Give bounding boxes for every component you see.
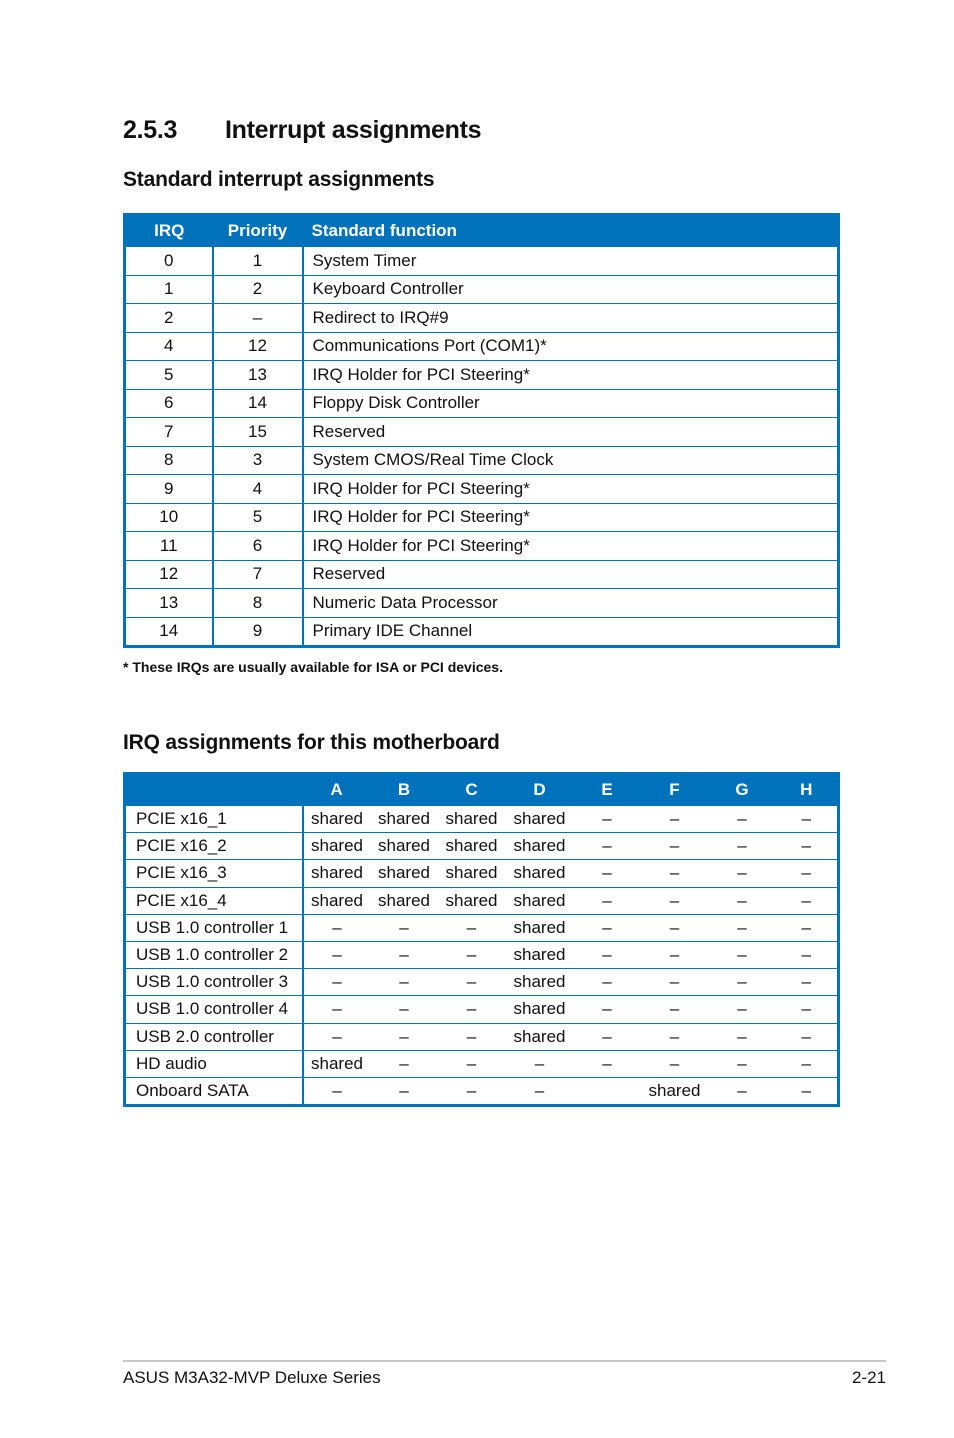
irq-a-cell: shared bbox=[303, 887, 371, 914]
irq-c-cell: – bbox=[438, 1077, 506, 1105]
irq-b-cell: – bbox=[371, 1077, 438, 1105]
irq-d-cell: shared bbox=[506, 996, 574, 1023]
table-row bbox=[125, 887, 839, 914]
irq-b-cell: – bbox=[371, 914, 438, 941]
header-h: H bbox=[776, 774, 839, 806]
irq-e-cell: – bbox=[574, 887, 641, 914]
irq-c-cell: – bbox=[438, 941, 506, 968]
irq-a-cell: – bbox=[303, 941, 371, 968]
irq-b-cell: shared bbox=[371, 806, 438, 833]
device-cell: USB 1.0 controller 3 bbox=[125, 969, 303, 996]
header-f: F bbox=[641, 774, 709, 806]
irq-cell: 1 bbox=[125, 275, 213, 304]
irq-cell: 2 bbox=[125, 304, 213, 333]
irq-f-cell: – bbox=[641, 887, 709, 914]
irq-b-cell: – bbox=[371, 1050, 438, 1077]
table-row bbox=[125, 996, 839, 1023]
section-title bbox=[123, 116, 481, 145]
priority-cell: – bbox=[213, 304, 303, 333]
function-cell: IRQ Holder for PCI Steering* bbox=[303, 532, 839, 561]
function-cell: IRQ Holder for PCI Steering* bbox=[303, 361, 839, 390]
irq-c-cell: – bbox=[438, 996, 506, 1023]
footnote: * These IRQs are usually available for ISA or PCI devices. bbox=[123, 659, 503, 675]
irq-h-cell: – bbox=[776, 1077, 839, 1105]
irq-cell: 7 bbox=[125, 418, 213, 447]
irq-b-cell: – bbox=[371, 941, 438, 968]
irq-cell: 8 bbox=[125, 446, 213, 475]
device-cell: PCIE x16_2 bbox=[125, 833, 303, 860]
irq-cell: 12 bbox=[125, 560, 213, 589]
device-cell: USB 1.0 controller 1 bbox=[125, 914, 303, 941]
table-row bbox=[125, 332, 839, 361]
irq-b-cell: – bbox=[371, 969, 438, 996]
function-cell: Keyboard Controller bbox=[303, 275, 839, 304]
table-row bbox=[125, 617, 839, 647]
irq-c-cell: shared bbox=[438, 806, 506, 833]
irq-e-cell: – bbox=[574, 833, 641, 860]
irq-cell: 4 bbox=[125, 332, 213, 361]
table-row bbox=[125, 941, 839, 968]
table-row bbox=[125, 806, 839, 833]
irq-cell: 13 bbox=[125, 589, 213, 618]
irq-b-cell: shared bbox=[371, 887, 438, 914]
irq-f-cell: – bbox=[641, 941, 709, 968]
irq-c-cell: – bbox=[438, 969, 506, 996]
priority-cell: 9 bbox=[213, 617, 303, 647]
table-row bbox=[125, 418, 839, 447]
irq-e-cell: – bbox=[574, 1023, 641, 1050]
priority-cell: 2 bbox=[213, 275, 303, 304]
standard-heading: Standard interrupt assignments bbox=[123, 168, 435, 191]
priority-cell: 12 bbox=[213, 332, 303, 361]
function-cell: System CMOS/Real Time Clock bbox=[303, 446, 839, 475]
section-number: 2.5.3 bbox=[123, 116, 178, 144]
priority-cell: 3 bbox=[213, 446, 303, 475]
irq-h-cell: – bbox=[776, 833, 839, 860]
irq-c-cell: shared bbox=[438, 833, 506, 860]
table-row bbox=[125, 275, 839, 304]
function-cell: Reserved bbox=[303, 418, 839, 447]
header-b: B bbox=[371, 774, 438, 806]
function-cell: Floppy Disk Controller bbox=[303, 389, 839, 418]
table-row bbox=[125, 446, 839, 475]
priority-cell: 7 bbox=[213, 560, 303, 589]
table-row bbox=[125, 560, 839, 589]
irq-f-cell: – bbox=[641, 833, 709, 860]
device-cell: HD audio bbox=[125, 1050, 303, 1077]
irq-f-cell: – bbox=[641, 860, 709, 887]
priority-cell: 8 bbox=[213, 589, 303, 618]
function-cell: System Timer bbox=[303, 247, 839, 276]
irq-d-cell: shared bbox=[506, 860, 574, 887]
function-cell: Redirect to IRQ#9 bbox=[303, 304, 839, 333]
irq-g-cell: – bbox=[709, 914, 776, 941]
irq-a-cell: shared bbox=[303, 860, 371, 887]
irq-d-cell: – bbox=[506, 1077, 574, 1105]
irq-c-cell: – bbox=[438, 1023, 506, 1050]
function-cell: IRQ Holder for PCI Steering* bbox=[303, 503, 839, 532]
irq-g-cell: – bbox=[709, 833, 776, 860]
function-cell: Reserved bbox=[303, 560, 839, 589]
table-row bbox=[125, 389, 839, 418]
irq-a-cell: – bbox=[303, 1023, 371, 1050]
irq-d-cell: shared bbox=[506, 806, 574, 833]
table-row bbox=[125, 1077, 839, 1105]
header-device bbox=[125, 774, 303, 806]
irq-b-cell: shared bbox=[371, 833, 438, 860]
device-cell: Onboard SATA bbox=[125, 1077, 303, 1105]
irq-a-cell: – bbox=[303, 914, 371, 941]
table-row bbox=[125, 914, 839, 941]
priority-cell: 13 bbox=[213, 361, 303, 390]
irq-f-cell: – bbox=[641, 806, 709, 833]
irq-h-cell: – bbox=[776, 860, 839, 887]
irq-d-cell: – bbox=[506, 1050, 574, 1077]
table-row bbox=[125, 969, 839, 996]
irq-d-cell: shared bbox=[506, 969, 574, 996]
table-row bbox=[125, 1050, 839, 1077]
irq-a-cell: shared bbox=[303, 806, 371, 833]
irq-e-cell: – bbox=[574, 941, 641, 968]
table-row bbox=[125, 833, 839, 860]
irq-cell: 9 bbox=[125, 475, 213, 504]
table-row bbox=[125, 589, 839, 618]
function-cell: Numeric Data Processor bbox=[303, 589, 839, 618]
header-d: D bbox=[506, 774, 574, 806]
irq-f-cell: – bbox=[641, 1023, 709, 1050]
irq-a-cell: shared bbox=[303, 833, 371, 860]
table-row bbox=[125, 503, 839, 532]
device-cell: USB 2.0 controller bbox=[125, 1023, 303, 1050]
footer-divider bbox=[123, 1360, 886, 1362]
irq-d-cell: shared bbox=[506, 833, 574, 860]
irq-g-cell: – bbox=[709, 887, 776, 914]
irq-h-cell: – bbox=[776, 1023, 839, 1050]
irq-g-cell: – bbox=[709, 1023, 776, 1050]
table-row bbox=[125, 1023, 839, 1050]
irq-a-cell: – bbox=[303, 1077, 371, 1105]
priority-cell: 1 bbox=[213, 247, 303, 276]
priority-cell: 4 bbox=[213, 475, 303, 504]
header-e: E bbox=[574, 774, 641, 806]
irq-h-cell: – bbox=[776, 969, 839, 996]
header-c: C bbox=[438, 774, 506, 806]
priority-cell: 5 bbox=[213, 503, 303, 532]
header-irq: IRQ bbox=[125, 215, 213, 247]
priority-cell: 14 bbox=[213, 389, 303, 418]
irq-d-cell: shared bbox=[506, 941, 574, 968]
table-row bbox=[125, 361, 839, 390]
irq-h-cell: – bbox=[776, 806, 839, 833]
irq-e-cell bbox=[574, 1077, 641, 1105]
irq-e-cell: – bbox=[574, 914, 641, 941]
header-a: A bbox=[303, 774, 371, 806]
device-cell: USB 1.0 controller 4 bbox=[125, 996, 303, 1023]
device-cell: PCIE x16_4 bbox=[125, 887, 303, 914]
irq-c-cell: – bbox=[438, 1050, 506, 1077]
section-title-text: Interrupt assignments bbox=[225, 116, 482, 144]
irq-e-cell: – bbox=[574, 996, 641, 1023]
irq-cell: 6 bbox=[125, 389, 213, 418]
irq-g-cell: – bbox=[709, 969, 776, 996]
function-cell: IRQ Holder for PCI Steering* bbox=[303, 475, 839, 504]
irq-h-cell: – bbox=[776, 1050, 839, 1077]
irq-b-cell: shared bbox=[371, 860, 438, 887]
device-cell: PCIE x16_3 bbox=[125, 860, 303, 887]
header-g: G bbox=[709, 774, 776, 806]
table-row bbox=[125, 532, 839, 561]
irq-b-cell: – bbox=[371, 1023, 438, 1050]
irq-cell: 14 bbox=[125, 617, 213, 647]
table-header-row bbox=[125, 774, 839, 806]
table-header-row bbox=[125, 215, 839, 247]
irq-cell: 10 bbox=[125, 503, 213, 532]
irq-f-cell: – bbox=[641, 996, 709, 1023]
irq-f-cell: – bbox=[641, 914, 709, 941]
irq-c-cell: – bbox=[438, 914, 506, 941]
irq-d-cell: shared bbox=[506, 914, 574, 941]
irq-cell: 0 bbox=[125, 247, 213, 276]
page-number: 2-21 bbox=[851, 1368, 886, 1387]
table-row bbox=[125, 247, 839, 276]
irq-e-cell: – bbox=[574, 1050, 641, 1077]
irq-g-cell: – bbox=[709, 806, 776, 833]
irq-h-cell: – bbox=[776, 887, 839, 914]
irq-f-cell: – bbox=[641, 969, 709, 996]
irq-d-cell: shared bbox=[506, 887, 574, 914]
standard-interrupt-table bbox=[123, 213, 840, 648]
irq-b-cell: – bbox=[371, 996, 438, 1023]
device-cell: PCIE x16_1 bbox=[125, 806, 303, 833]
function-cell: Communications Port (COM1)* bbox=[303, 332, 839, 361]
irq-h-cell: – bbox=[776, 996, 839, 1023]
irq-h-cell: – bbox=[776, 941, 839, 968]
header-function: Standard function bbox=[303, 215, 839, 247]
table-row bbox=[125, 475, 839, 504]
irq-g-cell: – bbox=[709, 996, 776, 1023]
header-priority: Priority bbox=[213, 215, 303, 247]
table-row bbox=[125, 860, 839, 887]
irq-g-cell: – bbox=[709, 1077, 776, 1105]
irq-c-cell: shared bbox=[438, 887, 506, 914]
irq-d-cell: shared bbox=[506, 1023, 574, 1050]
irq-a-cell: – bbox=[303, 996, 371, 1023]
irq-g-cell: – bbox=[709, 860, 776, 887]
irq-e-cell: – bbox=[574, 860, 641, 887]
footer-title: ASUS M3A32-MVP Deluxe Series bbox=[123, 1368, 381, 1387]
table-row bbox=[125, 304, 839, 333]
device-cell: USB 1.0 controller 2 bbox=[125, 941, 303, 968]
irq-e-cell: – bbox=[574, 969, 641, 996]
priority-cell: 15 bbox=[213, 418, 303, 447]
function-cell: Primary IDE Channel bbox=[303, 617, 839, 647]
irq-cell: 11 bbox=[125, 532, 213, 561]
irq-g-cell: – bbox=[709, 941, 776, 968]
irq-h-cell: – bbox=[776, 914, 839, 941]
irq-f-cell: shared bbox=[641, 1077, 709, 1105]
irq-a-cell: – bbox=[303, 969, 371, 996]
irq-a-cell: shared bbox=[303, 1050, 371, 1077]
irq-e-cell: – bbox=[574, 806, 641, 833]
motherboard-heading: IRQ assignments for this motherboard bbox=[123, 731, 500, 754]
irq-assignment-table bbox=[123, 772, 840, 1107]
irq-cell: 5 bbox=[125, 361, 213, 390]
irq-f-cell: – bbox=[641, 1050, 709, 1077]
priority-cell: 6 bbox=[213, 532, 303, 561]
irq-c-cell: shared bbox=[438, 860, 506, 887]
irq-g-cell: – bbox=[709, 1050, 776, 1077]
